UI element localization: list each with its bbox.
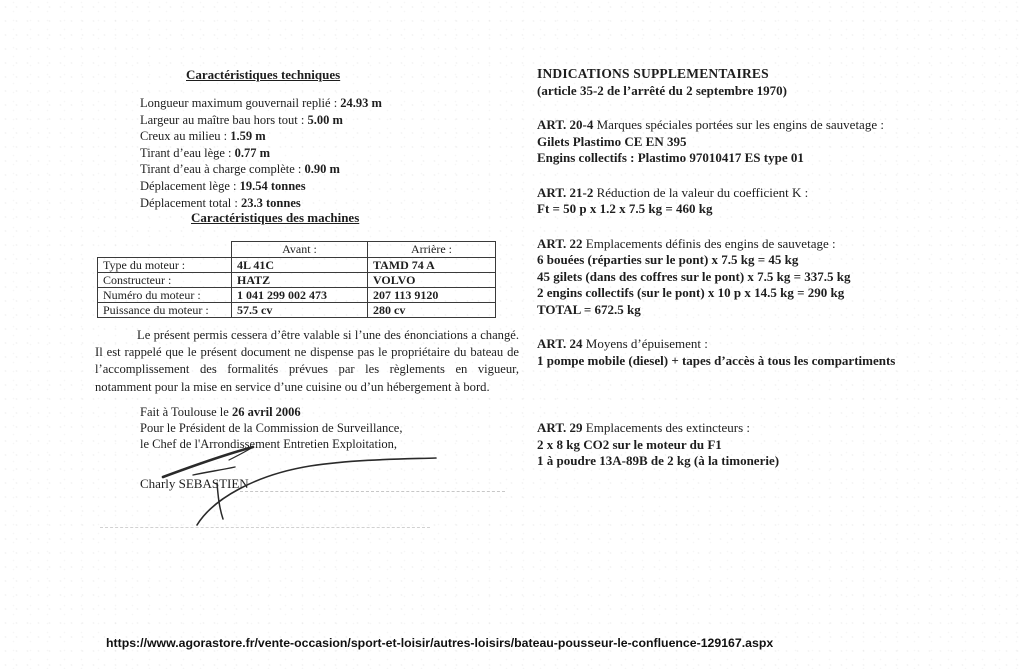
tech-spec-value: 19.54 tonnes bbox=[239, 178, 306, 193]
arriere-value: 280 cv bbox=[368, 303, 496, 318]
article-line: 2 engins collectifs (sur le pont) x 10 p x 14.5 kg = 290 kg bbox=[537, 285, 845, 300]
row-label: Numéro du moteur : bbox=[98, 288, 232, 303]
blank-header-cell bbox=[98, 242, 232, 258]
tech-spec-label: Longueur maximum gouvernail replié : bbox=[140, 96, 338, 110]
article-line: 2 x 8 kg CO2 sur le moteur du F1 bbox=[537, 436, 722, 452]
article-line: 1 à poudre 13A-89B de 2 kg (à la timonerie) bbox=[537, 453, 780, 468]
supplementary-indications-section bbox=[537, 66, 1009, 470]
issue-date: 26 avril 2006 bbox=[231, 405, 301, 419]
tech-spec-line bbox=[140, 195, 382, 212]
tech-spec-label: Creux au milieu : bbox=[140, 129, 228, 144]
tech-spec-label: Déplacement lège : bbox=[140, 178, 237, 193]
avant-column-header: Avant : bbox=[232, 242, 368, 258]
table-header-row bbox=[98, 242, 496, 258]
row-label: Constructeur : bbox=[98, 273, 232, 288]
tech-spec-value: 1.59 m bbox=[230, 129, 266, 144]
issuer-line-2: le Chef de l'Arrondissement Entretien Exploitation, bbox=[140, 437, 398, 451]
article-21-2 bbox=[537, 185, 1009, 218]
article-ref: ART. 20-4 bbox=[537, 117, 594, 132]
row-label: Type du moteur : bbox=[98, 258, 232, 273]
engine-characteristics-table bbox=[97, 241, 496, 318]
tech-spec-value: 0.90 m bbox=[304, 162, 340, 177]
tech-spec-line bbox=[140, 95, 382, 112]
article-24 bbox=[537, 336, 1009, 369]
article-heading-line bbox=[537, 420, 1009, 437]
notice-paragraph: Le présent permis cessera d’être valable si l’une des énonciations a changé. Il est rappelé que le présent document ne dispense pas le propriétaire du bateau de l’accomplissement des formalités prévues par les règlements en vigueur, notamment pour la mise en service d’une cuisine ou d’un hébergement à bord. bbox=[95, 328, 519, 394]
article-line: 45 gilets (dans des coffres sur le pont) x 7.5 kg = 337.5 kg bbox=[537, 268, 851, 284]
avant-value: 4L 41C bbox=[232, 258, 368, 273]
issuer-line-1: Pour le Président de la Commission de Surveillance, bbox=[140, 421, 403, 435]
article-line: TOTAL = 672.5 kg bbox=[537, 301, 641, 317]
table-row bbox=[98, 288, 496, 303]
scan-artifact-line bbox=[240, 491, 505, 492]
avant-value: 57.5 cv bbox=[232, 303, 368, 318]
issue-place-prefix: Fait à Toulouse le bbox=[140, 405, 232, 419]
article-line: Engins collectifs : Plastimo 97010417 ES type 01 bbox=[537, 150, 804, 165]
article-heading-line bbox=[537, 185, 1009, 202]
article-heading-line bbox=[537, 236, 1009, 253]
tech-spec-line bbox=[140, 128, 382, 145]
tech-spec-label: Tirant d’eau lège : bbox=[140, 145, 232, 160]
article-line: 6 bouées (réparties sur le pont) x 7.5 kg = 45 kg bbox=[537, 252, 799, 267]
signature-scrawl bbox=[125, 423, 455, 533]
article-20-4 bbox=[537, 117, 1009, 167]
source-url-caption: https://www.agorastore.fr/vente-occasion/sport-et-loisir/autres-loisirs/bateau-pousseur-le-confluence-129167.aspx bbox=[106, 636, 774, 650]
article-ref: ART. 22 bbox=[537, 235, 583, 251]
arriere-column-header: Arrière : bbox=[368, 242, 496, 258]
tech-spec-label: Déplacement total : bbox=[140, 195, 238, 210]
tech-spec-line bbox=[140, 161, 382, 178]
tech-spec-line bbox=[140, 112, 382, 129]
article-heading-line bbox=[537, 336, 1009, 353]
table-row bbox=[98, 303, 496, 318]
article-line: Gilets Plastimo CE EN 395 bbox=[537, 133, 687, 149]
table-row bbox=[98, 273, 496, 288]
issue-place-date bbox=[140, 405, 301, 420]
scan-artifact-line bbox=[100, 527, 430, 528]
article-heading: Emplacements définis des engins de sauvetage : bbox=[585, 235, 836, 251]
tech-spec-line bbox=[140, 178, 382, 195]
article-heading-line bbox=[537, 117, 1009, 134]
tech-spec-line bbox=[140, 145, 382, 162]
article-ref: ART. 21-2 bbox=[537, 184, 594, 200]
table-row bbox=[98, 258, 496, 273]
tech-spec-label: Largeur au maître bau hors tout : bbox=[140, 112, 305, 127]
tech-spec-value: 0.77 m bbox=[234, 145, 271, 160]
row-label: Puissance du moteur : bbox=[98, 303, 232, 318]
article-ref: ART. 29 bbox=[537, 420, 583, 435]
avant-value: 1 041 299 002 473 bbox=[232, 288, 368, 303]
tech-section-heading: Caractéristiques techniques bbox=[186, 67, 341, 82]
signatory-name: Charly SEBASTIEN bbox=[140, 476, 249, 491]
article-29 bbox=[537, 420, 1009, 470]
arriere-value: VOLVO bbox=[368, 273, 496, 288]
supplementary-title: INDICATIONS SUPPLEMENTAIRES bbox=[537, 66, 769, 81]
arriere-value: TAMD 74 A bbox=[368, 258, 496, 273]
article-line: 1 pompe mobile (diesel) + tapes d’accès à tous les compartiments bbox=[537, 352, 896, 368]
arriere-value: 207 113 9120 bbox=[368, 288, 496, 303]
tech-spec-label: Tirant d’eau à charge complète : bbox=[140, 162, 302, 177]
article-line: Ft = 50 p x 1.2 x 7.5 kg = 460 kg bbox=[537, 201, 713, 216]
article-heading: Réduction de la valeur du coefficient K : bbox=[596, 184, 809, 200]
machines-section-heading: Caractéristiques des machines bbox=[191, 210, 360, 225]
tech-spec-value: 23.3 tonnes bbox=[241, 195, 301, 210]
supplementary-subtitle: (article 35-2 de l’arrêté du 2 septembre 1970) bbox=[537, 82, 787, 98]
article-heading: Marques spéciales portées sur les engins de sauvetage : bbox=[596, 117, 884, 132]
article-ref: ART. 24 bbox=[537, 336, 583, 351]
article-22 bbox=[537, 236, 1009, 319]
article-heading: Emplacements des extincteurs : bbox=[585, 420, 751, 435]
tech-spec-list bbox=[140, 95, 382, 211]
avant-value: HATZ bbox=[232, 273, 368, 288]
tech-spec-value: 5.00 m bbox=[307, 112, 343, 127]
tech-spec-value: 24.93 m bbox=[340, 96, 382, 110]
article-heading: Moyens d’épuisement : bbox=[585, 336, 708, 351]
